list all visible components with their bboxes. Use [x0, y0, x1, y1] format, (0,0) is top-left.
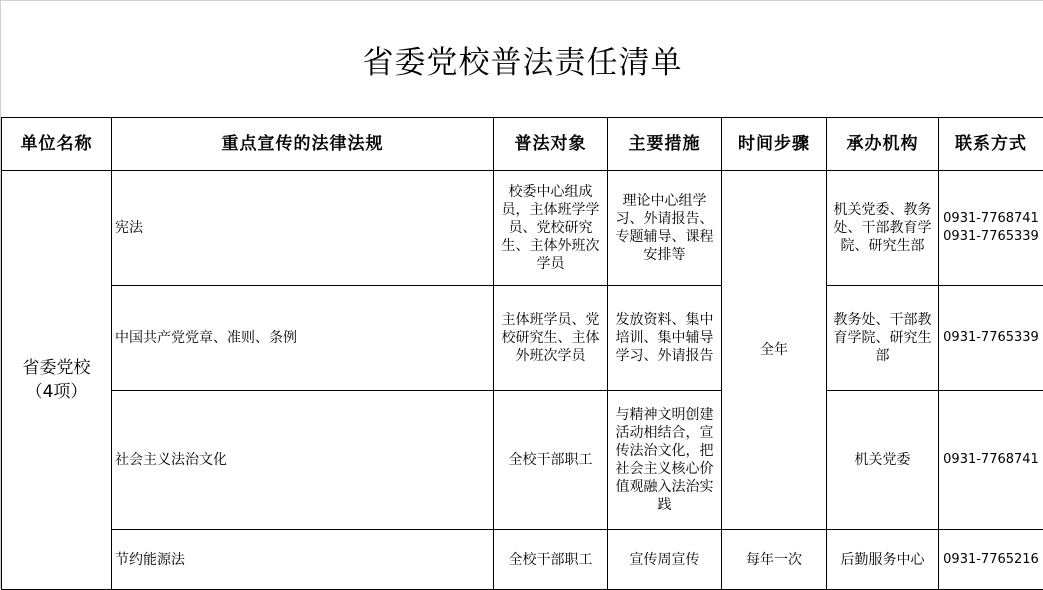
table-row: [2, 530, 1043, 590]
contact-cell: [939, 391, 1043, 530]
page-title: 省委党校普法责任清单: [1, 1, 1043, 117]
measures-cell: 宣传周宣传: [608, 530, 722, 590]
measures-cell: 发放资料、集中培训、集中辅导学习、外请报告: [608, 286, 722, 391]
header-measures: 主要措施: [608, 118, 722, 171]
phone-number: 0931-7765339: [941, 329, 1041, 347]
targets-cell: 主体班学员、党校研究生、主体外班次学员: [494, 286, 608, 391]
orgs-cell: 机关党委: [827, 391, 939, 530]
unit-cell: [2, 171, 112, 590]
measures-cell: 与精神文明创建活动相结合，宣传法治文化，把社会主义核心价值观融入法治实践: [608, 391, 722, 530]
responsibility-table: [1, 117, 1043, 590]
phone-number: 0931-7765339: [941, 228, 1041, 246]
orgs-cell: 机关党委、教务处、干部教育学院、研究生部: [827, 171, 939, 286]
orgs-cell: 教务处、干部教育学院、研究生部: [827, 286, 939, 391]
table-row: [2, 286, 1043, 391]
orgs-cell: 后勤服务中心: [827, 530, 939, 590]
targets-cell: 全校干部职工: [494, 530, 608, 590]
law-cell: 节约能源法: [112, 530, 494, 590]
schedule-cell: 每年一次: [722, 530, 827, 590]
measures-cell: 理论中心组学习、外请报告、专题辅导、课程安排等: [608, 171, 722, 286]
law-cell: 社会主义法治文化: [112, 391, 494, 530]
header-laws: 重点宣传的法律法规: [112, 118, 494, 171]
header-schedule: 时间步骤: [722, 118, 827, 171]
header-contact: 联系方式: [939, 118, 1043, 171]
phone-number: 0931-7768741: [941, 210, 1041, 228]
unit-count: （4项）: [5, 380, 108, 404]
contact-cell: [939, 530, 1043, 590]
header-row: [2, 118, 1043, 171]
contact-cell: [939, 286, 1043, 391]
targets-cell: 全校干部职工: [494, 391, 608, 530]
table-row: [2, 391, 1043, 530]
table-row: [2, 171, 1043, 286]
header-targets: 普法对象: [494, 118, 608, 171]
targets-cell: 校委中心组成员，主体班学学员、党校研究生、主体外班次学员: [494, 171, 608, 286]
schedule-cell: 全年: [722, 171, 827, 530]
law-cell: 中国共产党党章、准则、条例: [112, 286, 494, 391]
phone-number: 0931-7768741: [941, 451, 1041, 469]
law-cell: 宪法: [112, 171, 494, 286]
header-unit: 单位名称: [2, 118, 112, 171]
unit-name: 省委党校: [5, 356, 108, 380]
header-orgs: 承办机构: [827, 118, 939, 171]
phone-number: 0931-7765216: [941, 551, 1041, 569]
contact-cell: [939, 171, 1043, 286]
